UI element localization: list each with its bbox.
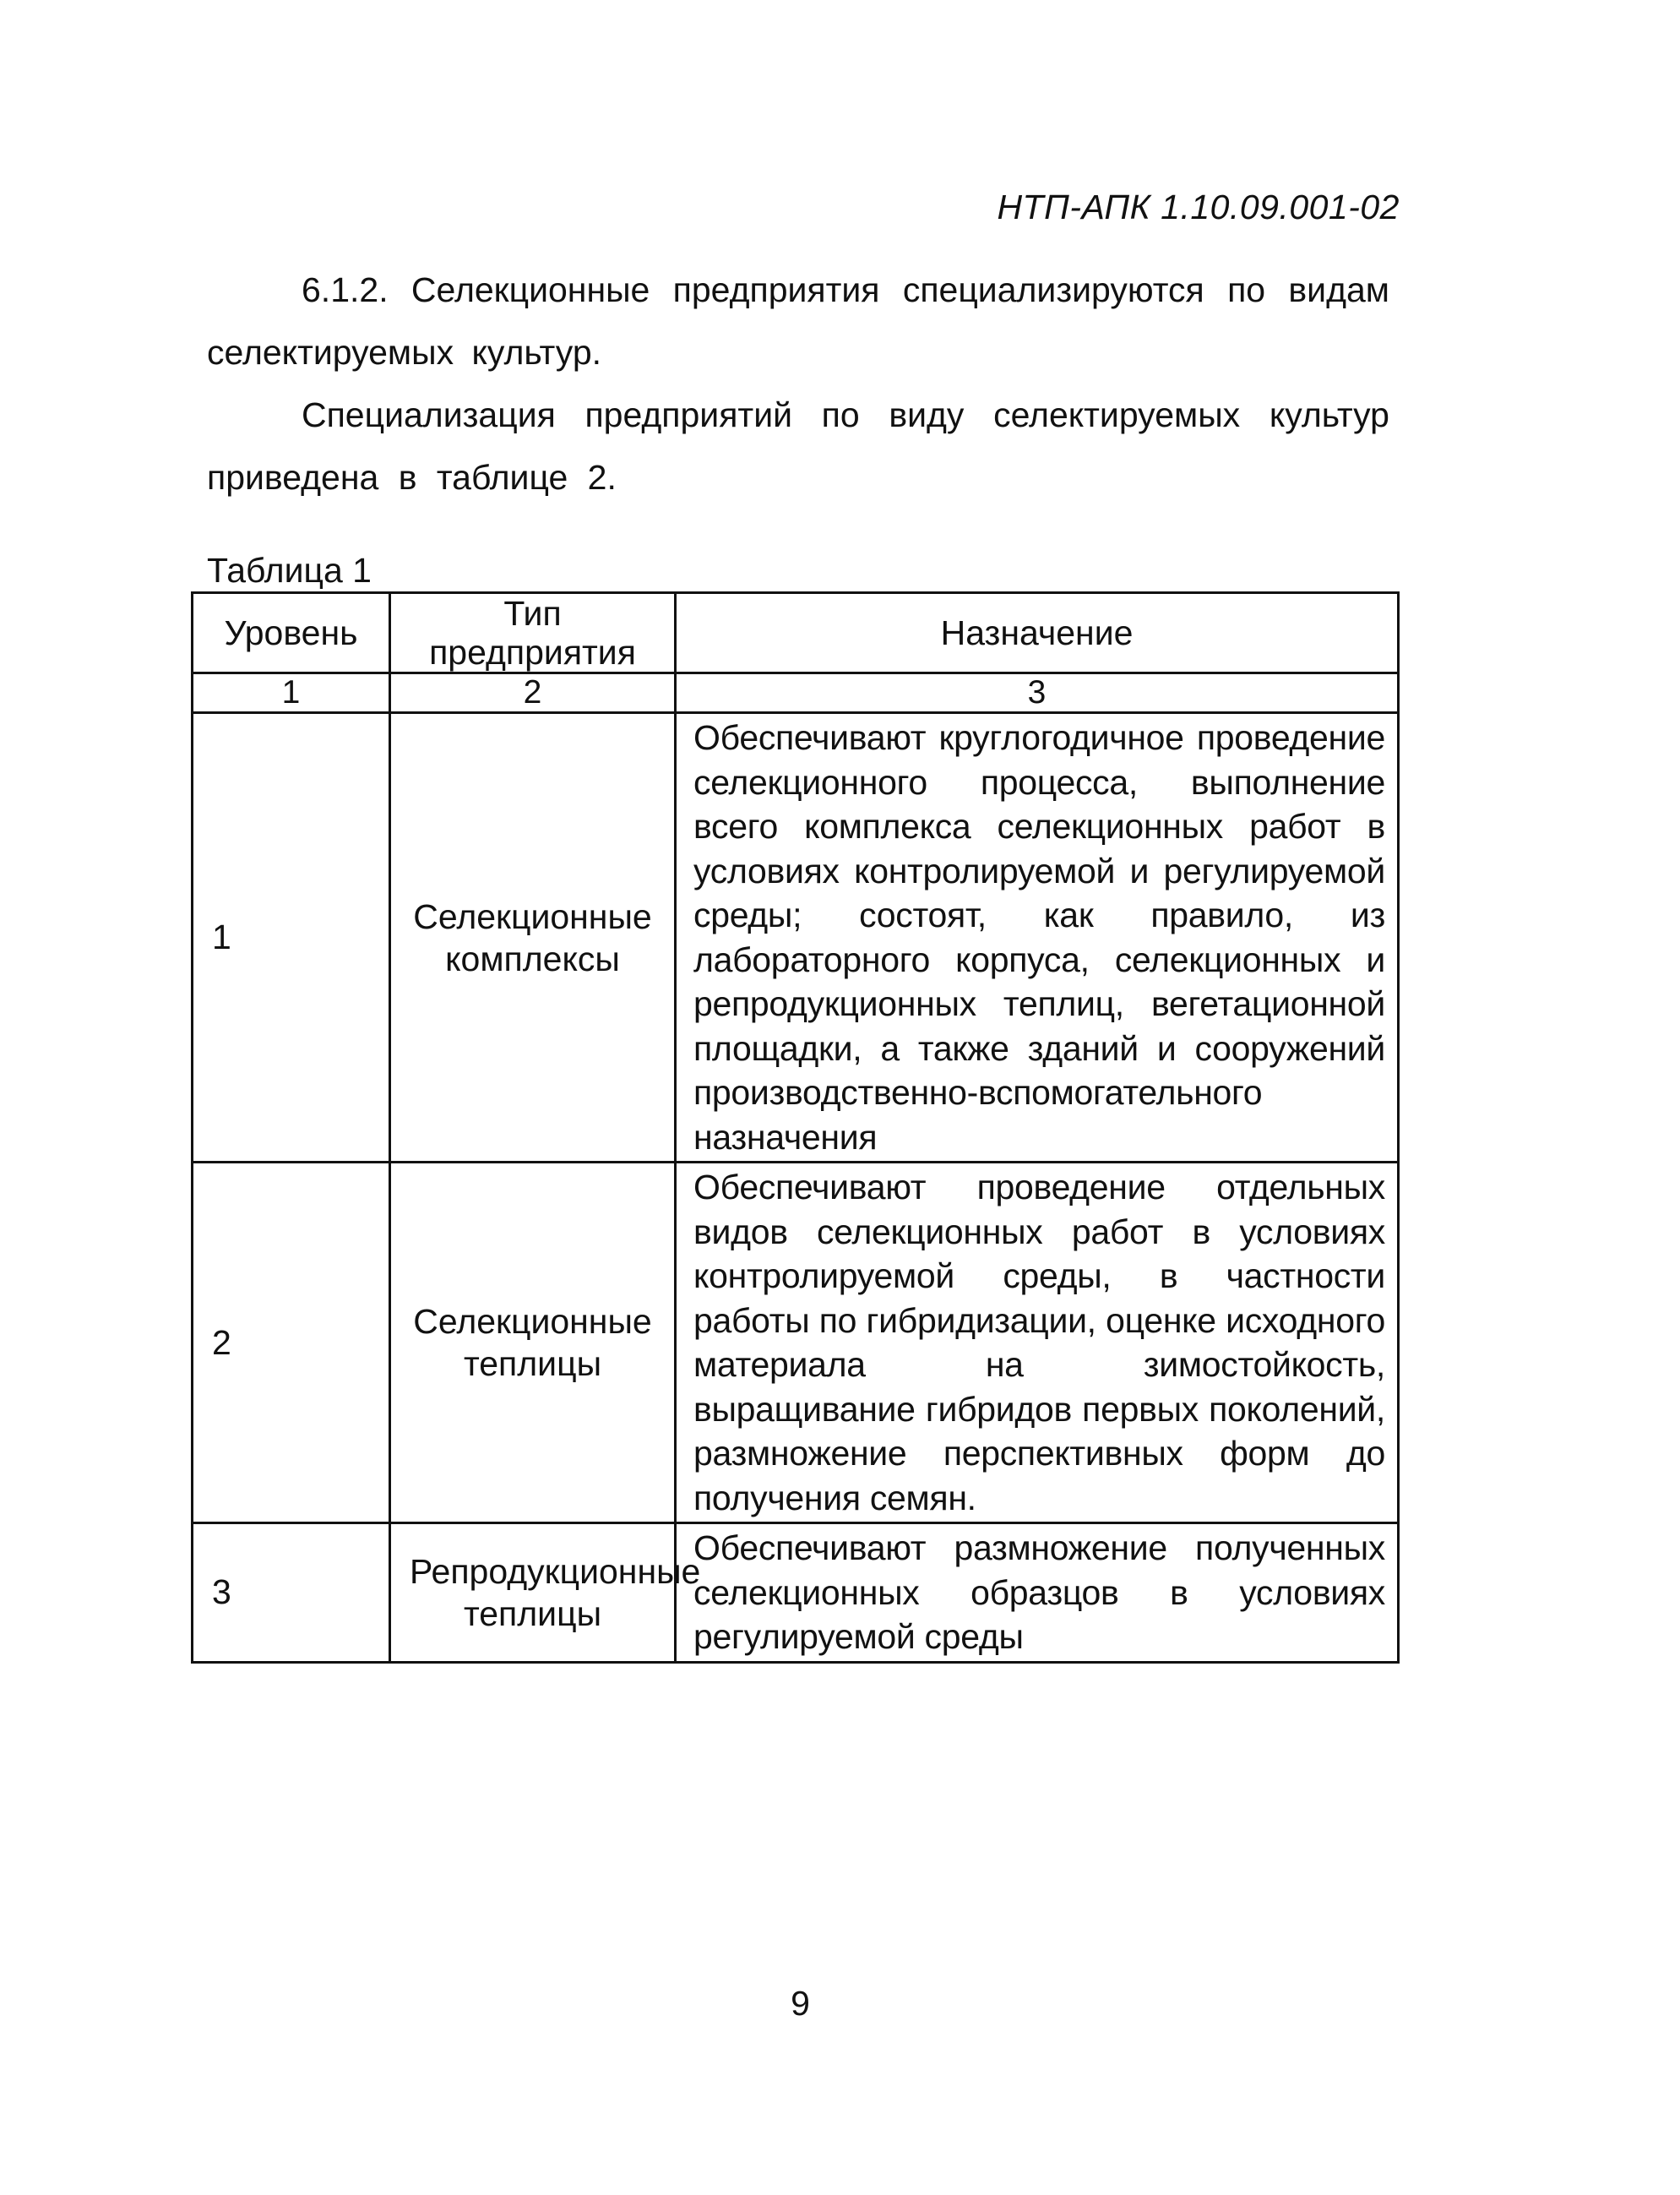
- header-purpose: Назначение: [676, 593, 1399, 673]
- paragraph-6-1-2: [207, 259, 1389, 384]
- row-purpose: Обеспечивают размножение полученных селекционных образцов в условиях регулируемой среды: [676, 1523, 1399, 1663]
- row-purpose: Обеспечивают круглогодичное проведение селекционного процесса, выполнение всего комплекса селекционных работ в условиях контролируемой и регулируемой среды; состоят, как правило, из лабораторного корпуса, селекционных и репродукционных теплиц, вегетационной площадки, а также зданий и сооружений производственно-вспомогательного назначения: [676, 713, 1399, 1163]
- row-level: 1: [193, 713, 390, 1163]
- row-type-text: Селекционные комплексы: [413, 896, 652, 978]
- header-level: Уровень: [193, 593, 390, 673]
- row-type: [390, 713, 676, 1163]
- table-row: [193, 1523, 1399, 1663]
- column-number: 3: [676, 673, 1399, 713]
- row-type-text: Селекционные теплицы: [413, 1302, 652, 1383]
- column-number: 1: [193, 673, 390, 713]
- column-number-row: [193, 673, 1399, 713]
- table-caption: Таблица 1: [207, 551, 372, 590]
- paragraph-text: Специализация предприятий по виду селектируемых культур приведена в таблице 2.: [207, 395, 1389, 497]
- header-type: [390, 593, 676, 673]
- header-type-text: Тип предприятия: [429, 594, 636, 672]
- row-type-text: Репродукционные теплицы: [410, 1551, 701, 1633]
- row-purpose: Обеспечивают проведение отдельных видов селекционных работ в условиях контролируемой среды, в частности работы по гибридизации, оценке исходного материала на зимостойкость, выращивание гибридов первых поколений, размножение перспективных форм до получения семян.: [676, 1163, 1399, 1523]
- row-level: 2: [193, 1163, 390, 1523]
- document-code: НТП-АПК 1.10.09.001-02: [997, 188, 1400, 226]
- row-type: [390, 1523, 701, 1663]
- page-number: 9: [791, 1984, 810, 2023]
- paragraph-text: 6.1.2. Селекционные предприятия специализируются по видам селектируемых культур.: [207, 270, 1389, 372]
- enterprise-levels-table: [191, 591, 1400, 1664]
- table-row: [193, 1163, 1399, 1523]
- table-header-row: [193, 593, 1399, 673]
- paragraph-specialization: [207, 384, 1389, 509]
- row-type: [390, 1163, 676, 1523]
- column-number: 2: [390, 673, 676, 713]
- table-row: [193, 713, 1399, 1163]
- row-level: 3: [193, 1523, 390, 1663]
